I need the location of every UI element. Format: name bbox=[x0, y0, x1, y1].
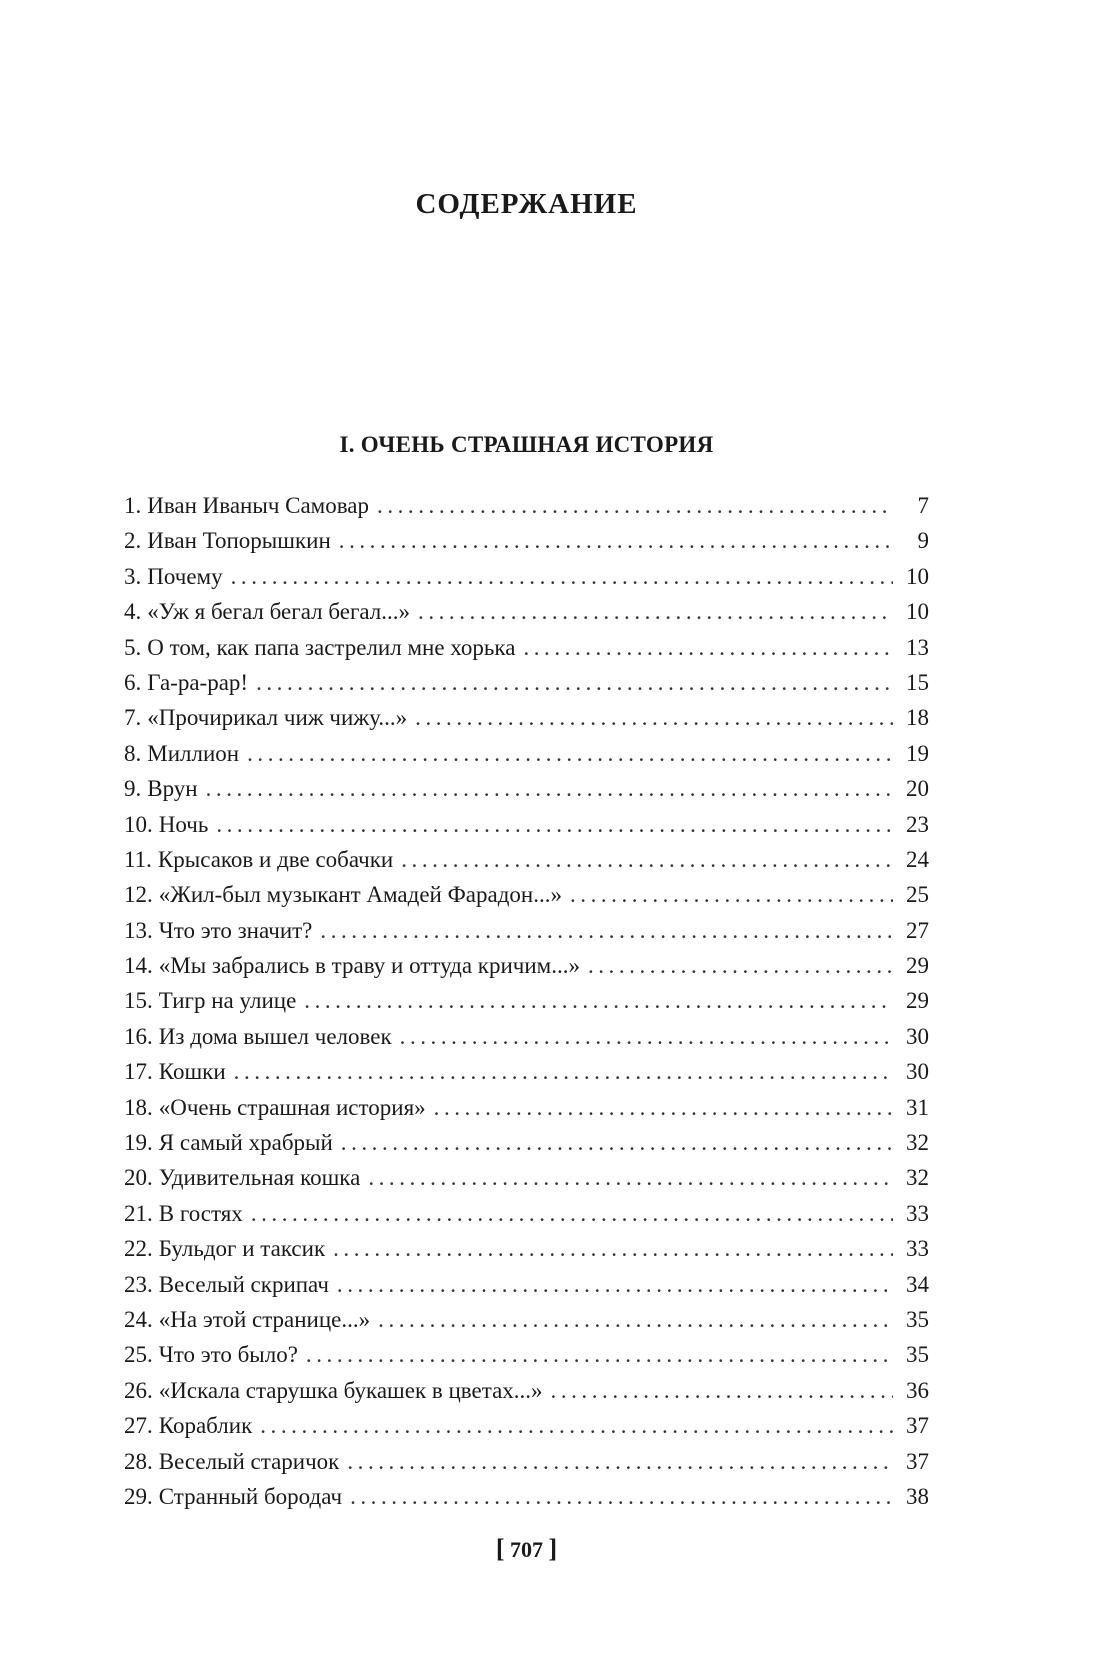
toc-entry bbox=[124, 1337, 929, 1372]
toc-entry bbox=[124, 877, 929, 912]
toc-entry bbox=[124, 1160, 929, 1195]
toc-entry-title: «На этой странице...» bbox=[158, 1306, 371, 1332]
toc-entry-title: Странный бородач bbox=[158, 1483, 343, 1509]
toc-entry-title: Бульдог и таксик bbox=[158, 1236, 326, 1262]
toc-dot-leader bbox=[523, 630, 893, 665]
toc-entry-title: Веселый скрипач bbox=[158, 1271, 329, 1297]
toc-entry bbox=[124, 1019, 929, 1054]
toc-entry-page: 30 bbox=[906, 1023, 929, 1049]
toc-entry-number: 7. bbox=[124, 705, 142, 731]
toc-entry-page: 31 bbox=[906, 1094, 929, 1120]
toc-entry-title: Веселый старичок bbox=[158, 1448, 340, 1474]
toc-entry-title: «Очень страшная история» bbox=[158, 1094, 426, 1120]
toc-entry-number: 27. bbox=[124, 1413, 153, 1439]
toc-dot-leader bbox=[588, 948, 893, 983]
toc-entry-page: 20 bbox=[906, 776, 929, 802]
toc-dot-leader bbox=[320, 913, 893, 948]
toc-dot-leader bbox=[347, 1444, 893, 1479]
toc-entry-number: 3. bbox=[124, 563, 142, 589]
toc-entry bbox=[124, 559, 929, 594]
toc-entry-number: 10. bbox=[124, 811, 153, 837]
page-number-value: 707 bbox=[510, 1537, 543, 1562]
toc-dot-leader bbox=[401, 842, 893, 877]
toc-entry-page: 32 bbox=[906, 1130, 929, 1156]
toc-entry-title: Иван Топорышкин bbox=[147, 528, 331, 554]
toc-entry-page: 32 bbox=[906, 1165, 929, 1191]
toc-dot-leader bbox=[304, 983, 893, 1018]
toc-entry-number: 2. bbox=[124, 528, 142, 554]
toc-entry-page: 37 bbox=[906, 1448, 929, 1474]
toc-entry-title: Крысаков и две собачки bbox=[157, 846, 394, 872]
toc-entry bbox=[124, 807, 929, 842]
toc-entry-page: 35 bbox=[906, 1306, 929, 1332]
toc-dot-leader bbox=[400, 1019, 893, 1054]
toc-entry bbox=[124, 842, 929, 877]
toc-entry-number: 17. bbox=[124, 1059, 153, 1085]
toc-dot-leader bbox=[434, 1090, 893, 1125]
toc-entry-page: 29 bbox=[906, 953, 929, 979]
toc-entry bbox=[124, 771, 929, 806]
toc-entry-number: 21. bbox=[124, 1200, 153, 1226]
toc-entry-title: Врун bbox=[147, 776, 198, 802]
toc-entry bbox=[124, 488, 929, 523]
toc-entry-number: 25. bbox=[124, 1342, 153, 1368]
toc-dot-leader bbox=[206, 771, 893, 806]
toc-entry-number: 13. bbox=[124, 917, 153, 943]
toc-entry-title: Га-ра-рар! bbox=[147, 669, 249, 695]
toc-entry-number: 9. bbox=[124, 776, 142, 802]
toc-entry bbox=[124, 1267, 929, 1302]
toc-dot-leader bbox=[377, 488, 893, 523]
toc-entry-page: 33 bbox=[906, 1200, 929, 1226]
toc-entry bbox=[124, 983, 929, 1018]
toc-dot-leader bbox=[337, 1267, 893, 1302]
toc-entry-page: 38 bbox=[906, 1483, 929, 1509]
toc-dot-leader bbox=[570, 877, 893, 912]
toc-dot-leader bbox=[350, 1479, 893, 1514]
toc-entry-page: 30 bbox=[906, 1059, 929, 1085]
toc-entry-title: Миллион bbox=[147, 740, 240, 766]
toc-entry-number: 14. bbox=[124, 953, 153, 979]
toc-entry-title: «Уж я бегал бегал бегал...» bbox=[147, 599, 411, 625]
toc-entry-title: Из дома вышел человек bbox=[158, 1023, 392, 1049]
toc-dot-leader bbox=[339, 523, 893, 558]
toc-entry-title: О том, как папа застрелил мне хорька bbox=[147, 634, 516, 660]
toc-entry-title: Кораблик bbox=[158, 1413, 253, 1439]
table-of-contents bbox=[124, 488, 929, 1514]
toc-entry-title: «Мы забрались в траву и оттуда кричим...» bbox=[158, 953, 580, 979]
toc-entry-page: 19 bbox=[906, 740, 929, 766]
toc-entry-number: 18. bbox=[124, 1094, 153, 1120]
toc-entry-page: 13 bbox=[906, 634, 929, 660]
toc-entry bbox=[124, 523, 929, 558]
toc-dot-leader bbox=[251, 1196, 893, 1231]
toc-dot-leader bbox=[247, 736, 893, 771]
toc-entry-page: 15 bbox=[906, 669, 929, 695]
toc-entry-page: 35 bbox=[906, 1342, 929, 1368]
toc-entry-title: Я самый храбрый bbox=[158, 1130, 333, 1156]
toc-entry-title: Тигр на улице bbox=[158, 988, 297, 1014]
toc-entry bbox=[124, 630, 929, 665]
toc-entry bbox=[124, 948, 929, 983]
toc-dot-leader bbox=[216, 807, 893, 842]
page-number-close-bracket: ] bbox=[548, 1534, 558, 1563]
toc-entry-page: 9 bbox=[917, 528, 929, 554]
toc-entry-title: Почему bbox=[147, 563, 223, 589]
toc-entry-page: 24 bbox=[906, 846, 929, 872]
toc-entry-number: 1. bbox=[124, 493, 142, 518]
toc-entry bbox=[124, 1302, 929, 1337]
toc-entry-number: 15. bbox=[124, 988, 153, 1014]
toc-entry-number: 20. bbox=[124, 1165, 153, 1191]
toc-entry-number: 5. bbox=[124, 634, 142, 660]
toc-dot-leader bbox=[341, 1125, 893, 1160]
toc-entry-number: 16. bbox=[124, 1023, 153, 1049]
toc-entry-number: 8. bbox=[124, 740, 142, 766]
toc-entry-page: 25 bbox=[906, 882, 929, 908]
toc-entry bbox=[124, 913, 929, 948]
toc-entry-title: Что это было? bbox=[158, 1342, 298, 1368]
toc-entry bbox=[124, 1479, 929, 1514]
toc-entry-title: Иван Иваныч Самовар bbox=[147, 493, 370, 518]
toc-entry-number: 6. bbox=[124, 669, 142, 695]
toc-dot-leader bbox=[418, 594, 893, 629]
toc-dot-leader bbox=[260, 1408, 893, 1443]
toc-dot-leader bbox=[306, 1337, 893, 1372]
toc-entry bbox=[124, 665, 929, 700]
toc-entry-number: 24. bbox=[124, 1306, 153, 1332]
toc-entry-page: 23 bbox=[906, 811, 929, 837]
toc-entry-number: 12. bbox=[124, 882, 153, 908]
page-number bbox=[0, 1534, 1053, 1564]
toc-dot-leader bbox=[256, 665, 893, 700]
toc-dot-leader bbox=[333, 1231, 893, 1266]
toc-entry bbox=[124, 700, 929, 735]
toc-entry-page: 10 bbox=[906, 563, 929, 589]
toc-entry bbox=[124, 1373, 929, 1408]
toc-entry-title: В гостях bbox=[158, 1200, 243, 1226]
toc-entry-page: 27 bbox=[906, 917, 929, 943]
toc-entry-number: 22. bbox=[124, 1236, 153, 1262]
toc-entry-title: Кошки bbox=[158, 1059, 226, 1085]
toc-dot-leader bbox=[551, 1373, 893, 1408]
toc-entry bbox=[124, 1196, 929, 1231]
toc-entry-number: 11. bbox=[124, 846, 152, 872]
toc-entry-number: 28. bbox=[124, 1448, 153, 1474]
toc-entry-page: 34 bbox=[906, 1271, 929, 1297]
toc-dot-leader bbox=[415, 700, 893, 735]
toc-entry bbox=[124, 1444, 929, 1479]
toc-entry bbox=[124, 1231, 929, 1266]
toc-entry bbox=[124, 1125, 929, 1160]
toc-entry-page: 10 bbox=[906, 599, 929, 625]
toc-entry-page: 33 bbox=[906, 1236, 929, 1262]
toc-entry-title: «Прочирикал чиж чижу...» bbox=[147, 705, 408, 731]
toc-dot-leader bbox=[368, 1160, 893, 1195]
toc-entry-title: «Жил-был музыкант Амадей Фарадон...» bbox=[158, 882, 562, 908]
toc-entry bbox=[124, 736, 929, 771]
toc-entry-number: 19. bbox=[124, 1130, 153, 1156]
toc-entry-page: 18 bbox=[906, 705, 929, 731]
section-title: I. ОЧЕНЬ СТРАШНАЯ ИСТОРИЯ bbox=[339, 432, 714, 457]
toc-entry bbox=[124, 594, 929, 629]
toc-entry-title: Ночь bbox=[158, 811, 209, 837]
toc-entry-number: 4. bbox=[124, 599, 142, 625]
toc-dot-leader bbox=[231, 559, 893, 594]
toc-entry bbox=[124, 1054, 929, 1089]
page-title: СОДЕРЖАНИЕ bbox=[415, 188, 638, 220]
toc-entry bbox=[124, 1090, 929, 1125]
toc-entry-page: 7 bbox=[917, 493, 929, 518]
toc-entry-page: 29 bbox=[906, 988, 929, 1014]
toc-entry-number: 29. bbox=[124, 1483, 153, 1509]
toc-entry-number: 26. bbox=[124, 1377, 153, 1403]
toc-entry-page: 36 bbox=[906, 1377, 929, 1403]
toc-dot-leader bbox=[234, 1054, 893, 1089]
toc-entry-number: 23. bbox=[124, 1271, 153, 1297]
toc-dot-leader bbox=[378, 1302, 893, 1337]
page-number-open-bracket: [ bbox=[495, 1534, 505, 1563]
toc-entry-title: Что это значит? bbox=[158, 917, 313, 943]
toc-entry-title: «Искала старушка букашек в цветах...» bbox=[158, 1377, 543, 1403]
toc-entry-title: Удивительная кошка bbox=[158, 1165, 361, 1191]
toc-entry bbox=[124, 1408, 929, 1443]
toc-entry-page: 37 bbox=[906, 1413, 929, 1439]
